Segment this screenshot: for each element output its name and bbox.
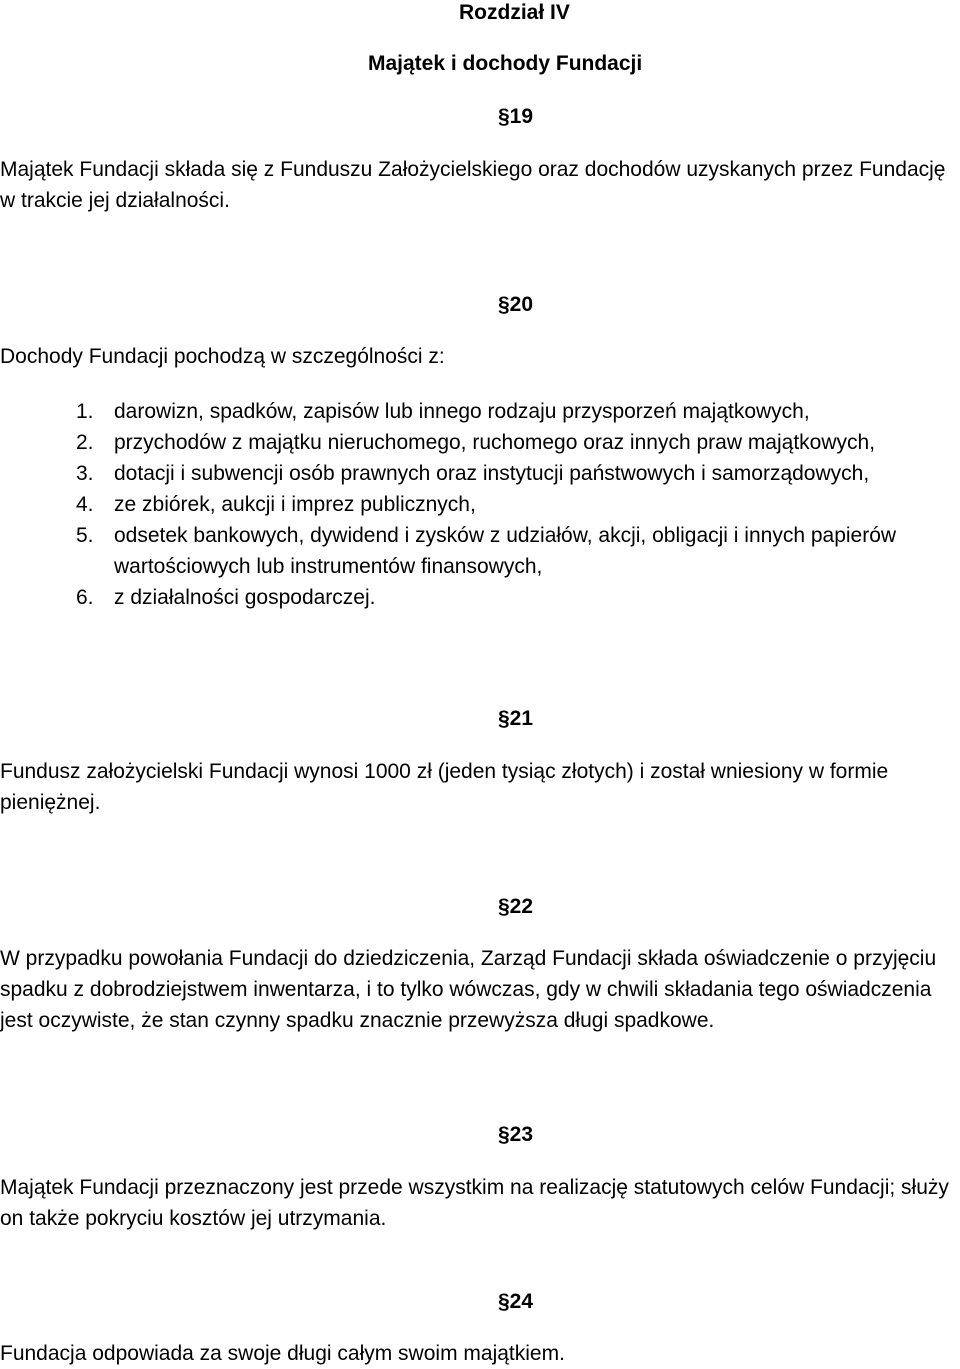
list-item	[0, 427, 958, 458]
list-item-text: ze zbiórek, aukcji i imprez publicznych,	[114, 493, 476, 516]
list-item-text: przychodów z majątku nieruchomego, ruchomego oraz innych praw majątkowych,	[114, 431, 876, 454]
list-item-number: 1.	[76, 400, 94, 423]
list-item-text: darowizn, spadków, zapisów lub innego rodzaju przysporzeń majątkowych,	[114, 400, 810, 423]
list-item-number: 4.	[76, 493, 94, 516]
section-19-text: Majątek Fundacji składa się z Funduszu Założycielskiego oraz dochodów uzyskanych przez Fundację w trakcie jej działalności.	[0, 158, 946, 212]
chapter-title: Rozdział IV	[459, 1, 570, 24]
list-item-number: 2.	[76, 431, 94, 454]
list-item	[0, 396, 958, 427]
section-20-intro: Dochody Fundacji pochodzą w szczególności z:	[0, 345, 445, 368]
income-sources-list	[0, 396, 958, 613]
section-mark-24: §24	[498, 1290, 534, 1313]
list-item-text: odsetek bankowych, dywidend i zysków z udziałów, akcji, obligacji i innych papierów wartościowych lub instrumentów finansowych,	[114, 524, 897, 578]
list-item-number: 3.	[76, 462, 94, 485]
list-item	[0, 458, 958, 489]
section-mark-23: §23	[498, 1123, 534, 1146]
list-item-text: dotacji i subwencji osób prawnych oraz instytucji państwowych i samorządowych,	[114, 462, 870, 485]
section-mark-22: §22	[498, 895, 534, 918]
chapter-subtitle: Majątek i dochody Fundacji	[368, 52, 643, 75]
list-item	[0, 520, 958, 582]
list-item	[0, 489, 958, 520]
section-mark-19: §19	[498, 105, 534, 128]
section-22-text: W przypadku powołania Fundacji do dziedziczenia, Zarząd Fundacji składa oświadczenie o przyjęciu spadku z dobrodziejstwem inwentarza, i to tylko wówczas, gdy w chwili składania tego oświadczenia jest oczywiste, że stan czynny spadku znacznie przewyższa długi spadkowe.	[0, 947, 937, 1032]
section-23-text: Majątek Fundacji przeznaczony jest przede wszystkim na realizację statutowych celów Fundacji; służy on także pokryciu kosztów jej utrzymania.	[0, 1176, 949, 1230]
list-item-number: 6.	[76, 586, 94, 609]
section-21-text: Fundusz założycielski Fundacji wynosi 1000 zł (jeden tysiąc złotych) i został wniesiony w formie pieniężnej.	[0, 760, 889, 814]
section-mark-21: §21	[498, 707, 534, 730]
section-24-text: Fundacja odpowiada za swoje długi całym swoim majątkiem.	[0, 1342, 565, 1365]
list-item-number: 5.	[76, 524, 94, 547]
list-item-text: z działalności gospodarczej.	[114, 586, 376, 609]
section-mark-20: §20	[498, 293, 534, 316]
list-item	[0, 582, 958, 613]
